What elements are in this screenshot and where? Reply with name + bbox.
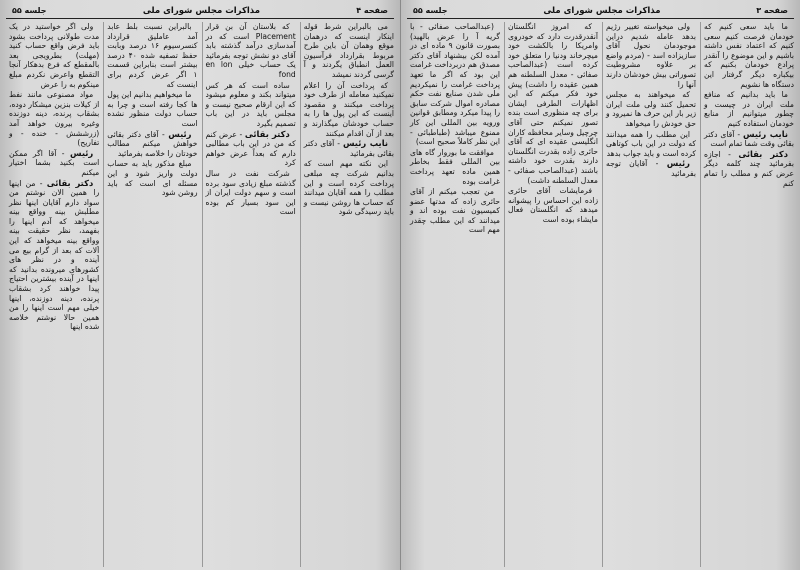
paragraph-text: - من اینها را همین الان نوشتم من سواد دارم آقایان اینها نظر مطلبش بینه وواقع بینه میخواهد که آدم اینها را بفهمد، نظر حقیقت بینه وواقع بینه میخواهد که این آلات که بعد از گرام بیع می آینده و در نظر های کشورهای میرونده بدانید که اینها در آینده بیشترین احتیاج پیدا خواهند کرد بشقاب پرنده، دینه دوزنده، اینها خیلی مهم است اینها را من همین حالا نوشتم خلاصه شده اینها	[9, 178, 100, 332]
paragraph-text: - اجازه بفرمائید چند کلمه دیگر عرض کنم و مطلب را تمام کنم	[704, 149, 794, 188]
text-column	[602, 22, 696, 567]
paragraph-text: - آقای دکتر بقائی بفرمائید	[303, 139, 394, 158]
paragraph-text: موافقت ما بوروار گاه های بین المللی فقط بخاطر همین ماده تعهد پرداخت غرامت بوده	[410, 147, 500, 186]
text-column	[407, 22, 500, 567]
paragraph-text: ولی میخواسته تغییر رژیم بدهد عامله شدیم دراین موجودمان نحول آقای سازیزاده اسد - (مردم واضع بر علاوه مشروطیت تصوراتی بیش خودشان دارند آنها را	[606, 22, 696, 89]
paragraph	[606, 22, 696, 89]
paragraph-text: ما باید سعی کنیم که خودمان فرصت کنیم سعی کنیم که اعتماد نفس داشته باشیم و این موضوع را آنقدر پرادع خودمان بکنیم که بیکباره دیگر گرفتار این دستگاه ها نشویم	[704, 22, 794, 89]
paragraph	[304, 22, 394, 80]
paragraph-text: (عبدالصاحب صفائی - با گریه آ را عرض بالهید) بصورت قانون ۹ ماده ای در آمده لکن بیشنهاد آقای دکتر مصدق هم دربرداخت غرامت این بود که اگر ما تعهد پرداخت غرامت را نمیکردیم ملی شدن صنایع نفت حکم مصادره اموال شرکت سابق را پیدا میکرد ومطابق قوانین ورویه بین المللی این کار ممنوع میباشد (طباطبائی - این نظر کاملاً صحیح است)	[410, 22, 500, 147]
paragraph-text: - آقای دکتر بقائی خواهش میکنم مطالب خودتان را خلاصه بفرمائید	[107, 129, 198, 158]
paragraph	[206, 22, 296, 80]
paragraph	[107, 130, 197, 159]
paragraph-text: - آقایان توجه بفرمائید	[606, 159, 696, 178]
paragraph-text: - آقا اگر ممکن است بکنید بشما اختیار میکنم	[9, 148, 100, 177]
paragraph	[206, 169, 296, 217]
paragraph-text: بالبراین نسبت بلط عابد آمد عاملیق قرارداد کنسرسیوم ۱۶ درصد وبابت حفظ تصفیه شده ۴۰ درصد بیشتر است بنابراین قسمت ۱ اگر عرض کردم برای اینست که	[107, 22, 198, 89]
speaker-name: رئیس	[168, 128, 192, 139]
paragraph	[606, 159, 696, 178]
publication-title: مذاکرات مجلس شورای ملی	[543, 5, 661, 16]
paragraph	[410, 22, 500, 147]
paragraph	[304, 159, 394, 217]
paragraph-text: فرمایشات آقای حائری زاده این احساس را پیشوانه میدهد که انگلستان فعال مایشاء بوده است	[508, 186, 598, 224]
paragraph-text: من تعجب میکنم از آقای حائری زاده که مدتها عضو کمیسیون نفت بوده اند و میدانند که این مطلب چقدر مهم است	[410, 187, 500, 235]
paragraph-text: - آقای دکتر بقائی وقت شما تمام است	[704, 129, 794, 149]
paragraph	[704, 130, 794, 149]
paragraph-text: مواد مصنوعی مانند نفط از کیلات بنزین میشکار دوده، بشقاب پرنده، دینه دوزنده وغیره بیرون خواهد آمد (زرششش - خنده - و تفاریح)	[9, 90, 100, 148]
speaker-name: نایب رئیس	[743, 128, 788, 139]
speaker-name: رئیس	[70, 147, 94, 158]
paragraph	[9, 90, 99, 148]
speaker-name: نایب رئیس	[342, 138, 388, 149]
paragraph-text: می بالبراین شرط قوله اینکار اینست که درهمان موقع وهمان آن باین طرح مربوط بقرارداد فرآسیون العمل انطباق یگردند و آ گرسی گردند نمیشد	[303, 22, 394, 79]
columns	[6, 22, 394, 567]
text-column	[700, 22, 794, 567]
paragraph	[107, 90, 197, 128]
page-header	[6, 4, 394, 19]
paragraph-text: شرکت نفت در سال گذشته مبلغ زیادی سود برده است و سهم دولت ایران از این سود بسیار کم بوده است	[205, 168, 296, 217]
paragraph-text: این مطلب را همه میدانند که دولت در این باب کوتاهی کرده است و باید جواب بدهد	[606, 129, 696, 158]
paragraph-text: که پرداخت آن را اعلام نمیکنید معامله از طرف خود پرداخت میکنند و مقصود اینست که این پول ها را به حساب خودشان میگذارند و بعد از آن اقدام میکنند	[303, 80, 394, 138]
paragraph	[410, 148, 500, 186]
paragraph	[410, 187, 500, 235]
paragraph	[704, 150, 794, 188]
page-right	[400, 0, 800, 570]
speaker-name: دکتر بقائی	[244, 128, 290, 139]
paragraph-text: که بلاستان آن بن قرار Placement است که در آمدسازی درآمد گذشته بابد آقای دو نشش توجه بفرمائید یک حساب خیلی en lon fond	[205, 22, 296, 79]
session-number: جلسه ۵۵	[12, 6, 47, 15]
paragraph	[9, 179, 99, 333]
paragraph	[206, 81, 296, 129]
text-column	[103, 22, 197, 567]
paragraph	[304, 81, 394, 139]
paragraph-text: این نکته مهم است که بدانیم شرکت چه مبلغی پرداخت کرده است و این مطلب را همه آقایان میدانند که حساب ها روشن نیست و باید رسیدگی شود	[303, 159, 394, 217]
paragraph-text: ولی اگر خواستید در یک مدت طولانی پرداخت بشود باید فرض واقع حساب کنید (مهلت) بطرویجی بعد بالمقطع که فرع بدهکار آنجا التقطع واعرض نکردم مبلغ مینکوم به را عرض	[9, 22, 100, 89]
publication-title: مذاکرات مجلس شورای ملی	[142, 5, 260, 16]
text-column	[202, 22, 296, 567]
text-column	[504, 22, 598, 567]
text-column	[300, 22, 394, 567]
paragraph-text: که امروز انگلستان آنقدرقدرت دارد که خودروی وامریکا را بالکشت خود میچرخاند ودنیا را متعلق خود کرده است (عبدالصاحب صفائی - معدل السلطنه هم همین عقیده را داشت) پیش خود فکر میکنم که این اظهارات الطرفی ایشان برای چه منظوری است بنده تصور نمیکنم حتی آقای چرچیل وسایر محافظه کاران انگلیسی عقیده ای که آقای حائری زاده بقدرت انگلستان دارند بقدرت خود داشته باشند (عبدالصاحب صفائی - معدل السلطنه داشت)	[507, 22, 598, 185]
paragraph-text: ما باید بدانیم که منافع ملت ایران در چیست و چطور میتوانیم از منابع خودمان استفاده کنیم	[704, 90, 794, 128]
paragraph-text: - عرض کنم که من در این باب مطالبی دارم که بعداً عرض خواهم کرد	[205, 129, 296, 168]
speaker-name: رئیس	[666, 158, 690, 169]
paragraph	[107, 22, 197, 89]
page-header	[407, 4, 794, 19]
session-number: جلسه ۵۵	[413, 6, 448, 15]
paragraph	[304, 139, 394, 158]
paragraph-text: ما میخواهیم بدانیم این پول ها کجا رفته است و چرا به حساب دولت منظور نشده است	[107, 90, 198, 128]
paragraph-text: مبلغ مذکور باید به حساب دولت واریز شود و این مسئله ای است که باید روشن شود	[107, 159, 198, 198]
text-column	[6, 22, 99, 567]
paragraph-text: ساده است که هر کس میتواند بکند و معلوم میشود که این ارقام صحیح نیست و مجلس باید در این باب تصمیم بگیرد	[205, 80, 296, 128]
paragraph	[508, 22, 598, 185]
paragraph-text: که میخواهند به مجلس تحمیل کنند ولی ملت ایران زیر بار این حرف ها نمیرود و حق خودش را میخواهد	[606, 90, 696, 128]
paragraph	[9, 22, 99, 89]
page-number: صفحه ۳	[756, 6, 788, 15]
page-number: صفحه ۴	[356, 6, 388, 15]
paragraph	[606, 90, 696, 128]
paragraph	[704, 22, 794, 89]
paragraph	[9, 149, 99, 178]
paragraph	[508, 186, 598, 224]
speaker-name: دکتر بقائی	[738, 148, 788, 159]
paragraph	[704, 90, 794, 128]
paragraph	[206, 130, 296, 168]
paragraph	[606, 130, 696, 159]
columns	[407, 22, 794, 567]
speaker-name: دکتر بقائی	[46, 177, 94, 188]
paragraph	[107, 159, 197, 197]
